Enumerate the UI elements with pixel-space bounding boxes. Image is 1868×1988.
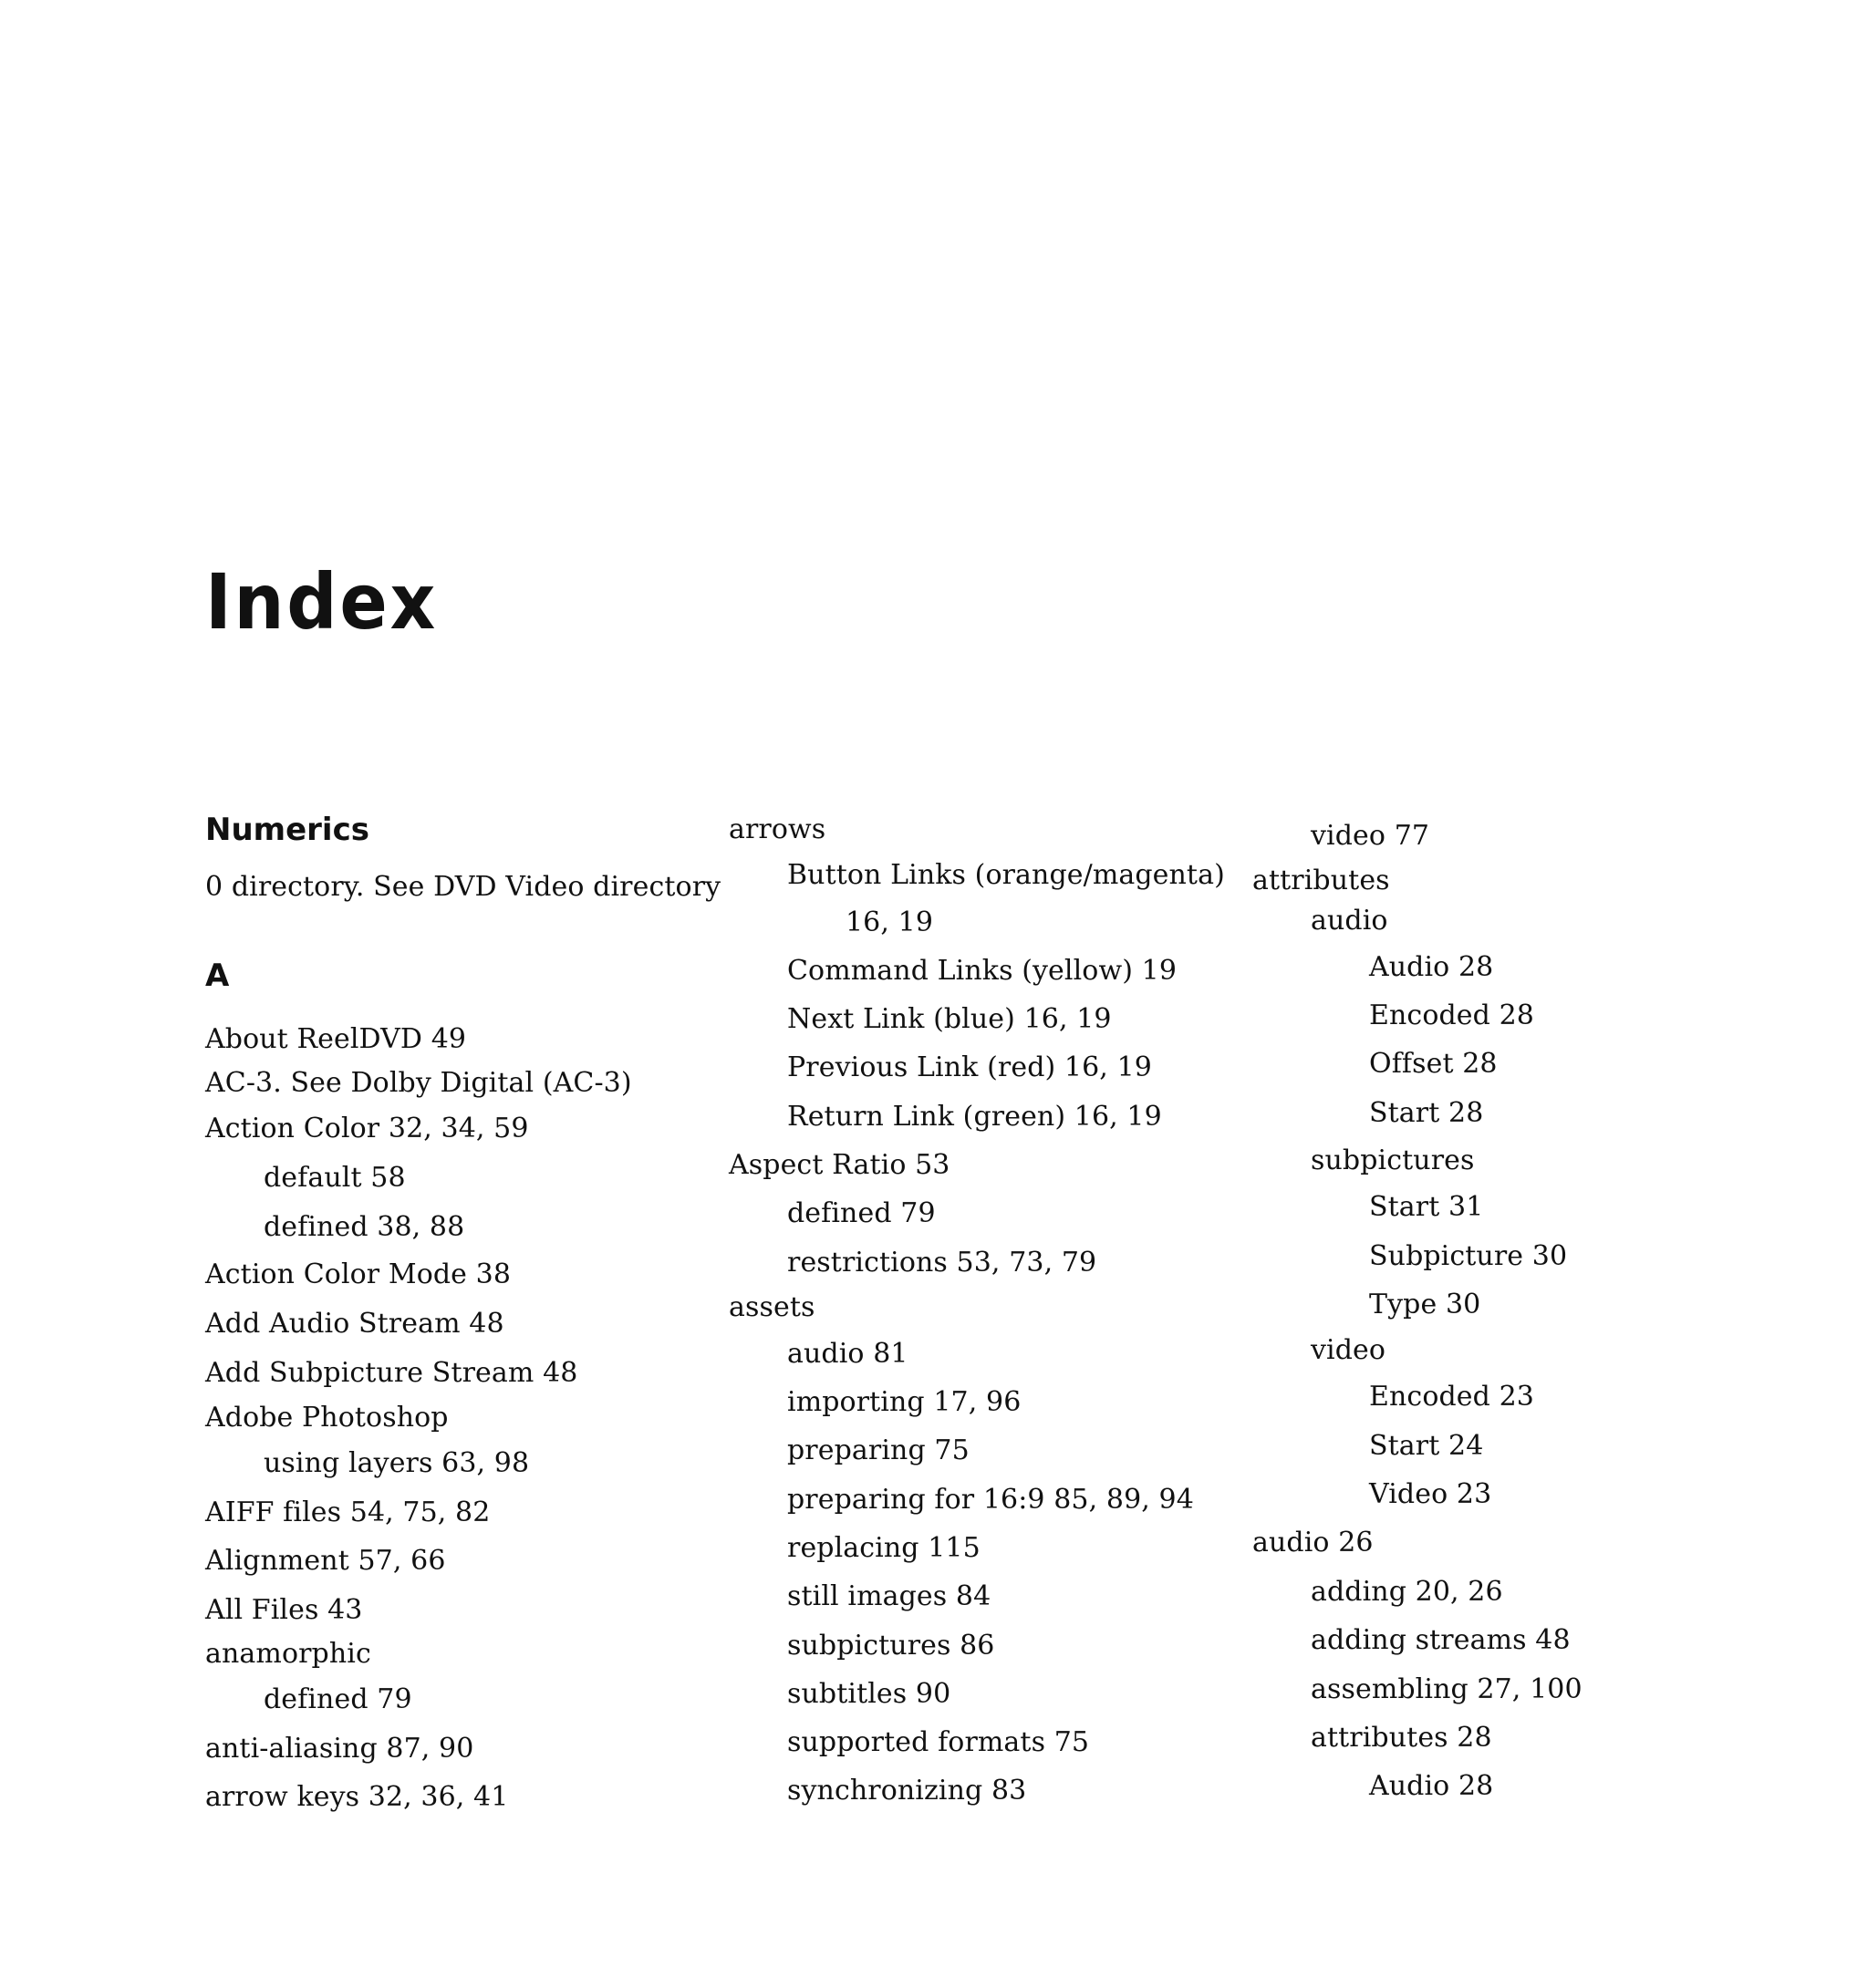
index-entry: Action Color 32, 34, 59 xyxy=(205,1113,529,1144)
index-entry: About ReelDVD 49 xyxy=(205,1023,467,1055)
index-entry: assets xyxy=(729,1291,815,1323)
index-entry: arrows xyxy=(729,813,826,845)
index-entry: Action Color Mode 38 xyxy=(205,1258,512,1290)
section-heading: A xyxy=(205,958,230,994)
index-entry: Adobe Photoshop xyxy=(205,1402,449,1434)
index-entry: anamorphic xyxy=(205,1638,371,1670)
index-subentry: adding 20, 26 xyxy=(1311,1576,1503,1608)
index-subentry: Start 24 xyxy=(1369,1430,1484,1462)
index-subentry: defined 79 xyxy=(264,1683,412,1715)
index-subentry: defined 38, 88 xyxy=(264,1211,465,1243)
index-subentry: assembling 27, 100 xyxy=(1311,1673,1583,1705)
index-subentry: video xyxy=(1311,1334,1386,1366)
index-subentry: Encoded 23 xyxy=(1369,1381,1534,1413)
index-entry: arrow keys 32, 36, 41 xyxy=(205,1781,509,1813)
index-subentry: synchronizing 83 xyxy=(787,1775,1027,1807)
index-subentry: Audio 28 xyxy=(1369,1770,1494,1802)
index-subentry: Offset 28 xyxy=(1369,1048,1498,1080)
index-subentry: Previous Link (red) 16, 19 xyxy=(787,1051,1152,1083)
index-entry: AIFF files 54, 75, 82 xyxy=(205,1496,491,1528)
index-subentry: restrictions 53, 73, 79 xyxy=(787,1247,1097,1279)
page-title: Index xyxy=(205,557,439,647)
index-subentry: preparing 75 xyxy=(787,1434,970,1466)
section-heading: Numerics xyxy=(205,812,369,848)
index-subentry: Start 28 xyxy=(1369,1097,1484,1129)
index-entry: audio 26 xyxy=(1252,1527,1374,1558)
index-subentry: Audio 28 xyxy=(1369,951,1494,983)
index-entry: Alignment 57, 66 xyxy=(205,1545,446,1577)
index-subentry: attributes 28 xyxy=(1311,1722,1492,1754)
index-subentry: Subpicture 30 xyxy=(1369,1240,1568,1272)
index-subentry: subpictures 86 xyxy=(787,1630,995,1662)
index-subentry: importing 17, 96 xyxy=(787,1386,1022,1418)
index-subentry: preparing for 16:9 85, 89, 94 xyxy=(787,1484,1194,1516)
index-subentry: Next Link (blue) 16, 19 xyxy=(787,1003,1112,1035)
index-entry: anti-aliasing 87, 90 xyxy=(205,1733,474,1765)
index-subentry: still images 84 xyxy=(787,1580,991,1612)
index-entry: Add Audio Stream 48 xyxy=(205,1308,504,1340)
index-subentry: Video 23 xyxy=(1369,1478,1492,1510)
index-entry: attributes xyxy=(1252,865,1390,896)
index-subentry: Encoded 28 xyxy=(1369,999,1534,1031)
index-subentry: defined 79 xyxy=(787,1197,936,1229)
index-subentry: Command Links (yellow) 19 xyxy=(787,955,1178,987)
index-subentry: Start 31 xyxy=(1369,1191,1484,1223)
index-subentry: video 77 xyxy=(1311,820,1430,852)
index-entry: All Files 43 xyxy=(205,1594,363,1626)
index-entry: 0 directory. See DVD Video directory xyxy=(205,871,721,903)
index-subentry: default 58 xyxy=(264,1162,406,1194)
index-subentry: using layers 63, 98 xyxy=(264,1447,530,1479)
index-entry: Aspect Ratio 53 xyxy=(729,1149,950,1181)
index-subentry: replacing 115 xyxy=(787,1532,981,1564)
index-subentry: Type 30 xyxy=(1369,1289,1481,1320)
index-entry: Add Subpicture Stream 48 xyxy=(205,1357,578,1389)
index-subentry: Button Links (orange/magenta) xyxy=(787,859,1225,891)
index-subentry: adding streams 48 xyxy=(1311,1624,1571,1656)
index-subentry: audio 81 xyxy=(787,1338,908,1370)
index-subentry: Return Link (green) 16, 19 xyxy=(787,1101,1162,1133)
index-subentry: 16, 19 xyxy=(846,906,934,938)
index-subentry: subtitles 90 xyxy=(787,1678,951,1710)
index-subentry: supported formats 75 xyxy=(787,1726,1090,1758)
index-entry: AC-3. See Dolby Digital (AC-3) xyxy=(205,1067,632,1099)
index-subentry: audio xyxy=(1311,905,1388,937)
index-subentry: subpictures xyxy=(1311,1144,1475,1176)
